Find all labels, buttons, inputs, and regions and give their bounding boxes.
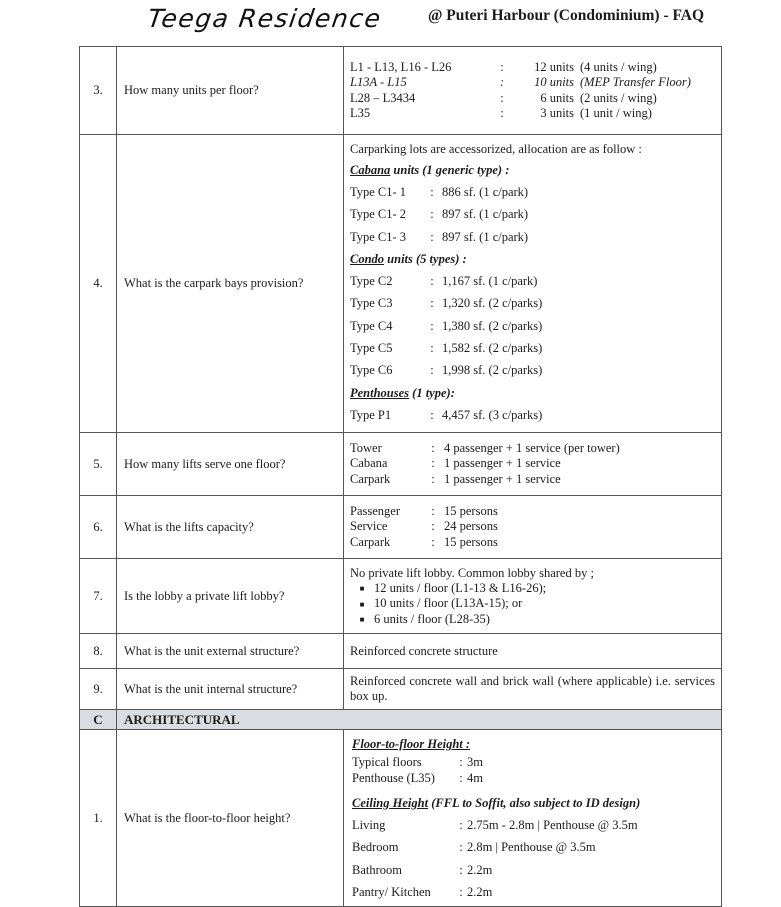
list-item	[350, 472, 715, 488]
floor-range: L35	[350, 106, 371, 120]
separator: :	[500, 90, 504, 105]
unit-count: 3 units	[540, 106, 574, 120]
unit-count: 6 units	[540, 90, 574, 105]
list-item	[350, 404, 715, 426]
floor-range: L1 - L13, L16 - L26	[350, 59, 452, 74]
question-text: How many lifts serve one floor?	[117, 433, 344, 496]
list-item	[350, 270, 715, 292]
separator: :	[430, 363, 434, 378]
list-item	[350, 91, 715, 107]
list-item	[352, 814, 715, 836]
item-value: 897 sf. (1 c/park)	[442, 207, 529, 222]
item-value: 2.75m - 2.8m | Penthouse @ 3.5m	[467, 818, 638, 832]
item-label: Penthouse (L35)	[352, 770, 435, 785]
section-header-row	[80, 710, 722, 730]
lobby-bullet-list	[350, 581, 715, 628]
list-item	[352, 755, 715, 771]
item-value: 15 persons	[444, 503, 498, 518]
unit-note: (2 units / wing)	[580, 90, 657, 105]
bullet-text: 6 units / floor (L28-35)	[374, 611, 490, 626]
ceiling-heading: Ceiling Height (FFL to Soffit, also subject to ID design)	[352, 796, 641, 810]
item-label: Typical floors	[352, 755, 422, 769]
list-item	[352, 881, 715, 903]
item-value: 1,998 sf. (2 c/parks)	[442, 363, 543, 378]
item-value: 2.8m | Penthouse @ 3.5m	[467, 840, 596, 855]
list-item	[350, 456, 715, 472]
item-value: 1 passenger + 1 service	[444, 471, 561, 486]
item-value: 15 persons	[444, 534, 498, 549]
separator: :	[431, 503, 435, 518]
floor-range: L28 – L3434	[350, 90, 416, 105]
unit-count: 12 units	[534, 59, 574, 74]
item-value: 897 sf. (1 c/park)	[442, 229, 529, 244]
item-label: Tower	[350, 440, 382, 455]
separator: :	[430, 296, 434, 311]
item-label: Type C6	[350, 363, 393, 378]
item-value: 2.2m	[467, 862, 493, 877]
ceiling-height-list	[352, 814, 715, 903]
separator: :	[500, 106, 504, 120]
question-text: What is the floor-to-floor height?	[117, 730, 344, 907]
row-number: 4.	[80, 135, 117, 433]
list-item	[350, 75, 715, 91]
lift-capacity-list	[350, 504, 715, 551]
item-label: Passenger	[350, 503, 400, 518]
bullet-icon: ■	[359, 615, 365, 625]
list-item	[350, 203, 715, 225]
answer-cell	[344, 730, 722, 907]
lobby-intro: No private lift lobby. Common lobby shared by ;	[350, 565, 594, 580]
list-item	[350, 337, 715, 359]
page-title: @ Puteri Harbour (Condominium) - FAQ	[428, 7, 705, 24]
table-row	[80, 669, 722, 710]
section-title: ARCHITECTURAL	[117, 710, 722, 730]
list-item	[352, 836, 715, 858]
item-label: Cabana	[350, 456, 388, 471]
unit-note: (1 unit / wing)	[580, 106, 652, 120]
bullet-icon: ■	[359, 584, 365, 594]
floor-to-floor-heading: Floor-to-floor Height :	[352, 737, 471, 751]
list-item	[350, 441, 715, 457]
item-value: 2.2m	[467, 884, 493, 899]
separator: :	[430, 185, 434, 200]
separator: :	[459, 840, 463, 855]
item-label: Pantry/ Kitchen	[352, 884, 431, 899]
item-label: Type C1- 1	[350, 185, 407, 200]
separator: :	[430, 229, 434, 244]
item-value: 24 persons	[444, 519, 498, 534]
table-row	[80, 496, 722, 559]
answer-text: Reinforced concrete wall and brick wall (where applicable) i.e. services box up.	[344, 669, 722, 710]
question-text: Is the lobby a private lift lobby?	[117, 559, 344, 634]
carpark-intro: Carparking lots are accessorized, allocation are as follow :	[350, 142, 642, 157]
item-value: 3m	[467, 755, 483, 769]
item-label: Carpark	[350, 471, 391, 486]
row-number: 3.	[80, 47, 117, 135]
list-item	[350, 535, 715, 551]
separator: :	[430, 318, 434, 333]
item-value: 886 sf. (1 c/park)	[442, 185, 529, 200]
separator: :	[459, 862, 463, 877]
bullet-item	[350, 612, 715, 628]
question-text: What is the lifts capacity?	[117, 496, 344, 559]
unit-note: (4 units / wing)	[580, 59, 657, 74]
item-value: 1 passenger + 1 service	[444, 456, 561, 471]
floor-range: L13A - L15	[350, 75, 407, 89]
item-value: 4,457 sf. (3 c/parks)	[442, 407, 543, 422]
answer-cell	[344, 559, 722, 634]
item-value: 1,380 sf. (2 c/parks)	[442, 318, 543, 333]
row-number: 5.	[80, 433, 117, 496]
separator: :	[431, 534, 435, 549]
item-label: Type C1- 3	[350, 229, 407, 244]
list-item	[350, 181, 715, 203]
separator: :	[431, 519, 435, 534]
table-row	[80, 634, 722, 669]
question-text: What is the carpark bays provision?	[117, 135, 344, 433]
item-label: Type C4	[350, 318, 393, 333]
table-row	[80, 47, 722, 135]
row-number: 9.	[80, 669, 117, 710]
penthouse-heading: Penthouses (1 type):	[350, 385, 455, 400]
answer-cell	[344, 135, 722, 433]
answer-text: Reinforced concrete structure	[344, 634, 722, 669]
item-label: Living	[352, 818, 386, 832]
separator: :	[499, 75, 505, 89]
condo-heading: Condo units (5 types) :	[350, 252, 467, 267]
page-header	[0, 0, 781, 38]
item-label: Type P1	[350, 407, 392, 422]
lifts-list	[350, 441, 715, 488]
condo-carpark-list	[350, 270, 715, 381]
row-number: 1.	[80, 730, 117, 907]
unit-note: (MEP Transfer Floor)	[580, 75, 691, 89]
question-text: How many units per floor?	[117, 47, 344, 135]
bullet-item	[350, 581, 715, 597]
list-item	[350, 106, 715, 122]
table-row	[80, 433, 722, 496]
answer-cell	[344, 496, 722, 559]
list-item	[352, 771, 715, 787]
list-item	[350, 226, 715, 248]
separator: :	[430, 340, 434, 355]
item-value: 1,582 sf. (2 c/parks)	[442, 340, 543, 355]
answer-cell	[344, 47, 722, 135]
item-label: Carpark	[350, 534, 391, 549]
item-label: Service	[350, 519, 388, 534]
question-text: What is the unit internal structure?	[117, 669, 344, 710]
units-per-floor-list	[350, 60, 715, 122]
faq-table	[79, 46, 722, 907]
list-item	[350, 504, 715, 520]
bullet-item	[350, 596, 715, 612]
separator: :	[431, 440, 435, 455]
item-label: Type C5	[350, 340, 393, 355]
question-text: What is the unit external structure?	[117, 634, 344, 669]
separator: :	[431, 456, 435, 471]
bullet-icon: ■	[359, 599, 365, 609]
brand-logo: Teega Residence	[145, 4, 384, 33]
separator: :	[430, 407, 434, 422]
item-value: 4m	[467, 770, 483, 785]
list-item	[352, 859, 715, 881]
separator: :	[430, 274, 434, 289]
separator: :	[430, 207, 434, 222]
separator: :	[459, 755, 463, 769]
item-label: Bathroom	[352, 862, 402, 877]
section-letter: C	[80, 710, 117, 730]
row-number: 8.	[80, 634, 117, 669]
penthouse-carpark-list	[350, 404, 715, 426]
row-number: 6.	[80, 496, 117, 559]
separator: :	[459, 884, 463, 899]
separator: :	[500, 59, 504, 74]
separator: :	[431, 471, 435, 486]
separator: :	[459, 818, 463, 832]
list-item	[350, 60, 715, 76]
item-label: Type C2	[350, 274, 393, 289]
answer-cell	[344, 433, 722, 496]
cabana-carpark-list	[350, 181, 715, 248]
item-label: Type C3	[350, 296, 393, 311]
cabana-heading: Cabana units (1 generic type) :	[350, 163, 510, 178]
item-label: Bedroom	[352, 840, 399, 855]
row-number: 7.	[80, 559, 117, 634]
separator: :	[459, 770, 463, 785]
bullet-text: 10 units / floor (L13A-15); or	[374, 596, 523, 611]
item-value: 1,167 sf. (1 c/park)	[442, 274, 538, 289]
table-row	[80, 559, 722, 634]
item-label: Type C1- 2	[350, 207, 407, 222]
list-item	[350, 359, 715, 381]
bullet-text: 12 units / floor (L1-13 & L16-26);	[374, 580, 547, 595]
item-value: 4 passenger + 1 service (per tower)	[444, 440, 620, 455]
item-value: 1,320 sf. (2 c/parks)	[442, 296, 543, 311]
list-item	[350, 315, 715, 337]
list-item	[350, 519, 715, 535]
table-row	[80, 135, 722, 433]
floor-to-floor-list	[352, 755, 715, 786]
table-row	[80, 730, 722, 907]
list-item	[350, 292, 715, 314]
unit-count: 10 units	[534, 75, 574, 89]
